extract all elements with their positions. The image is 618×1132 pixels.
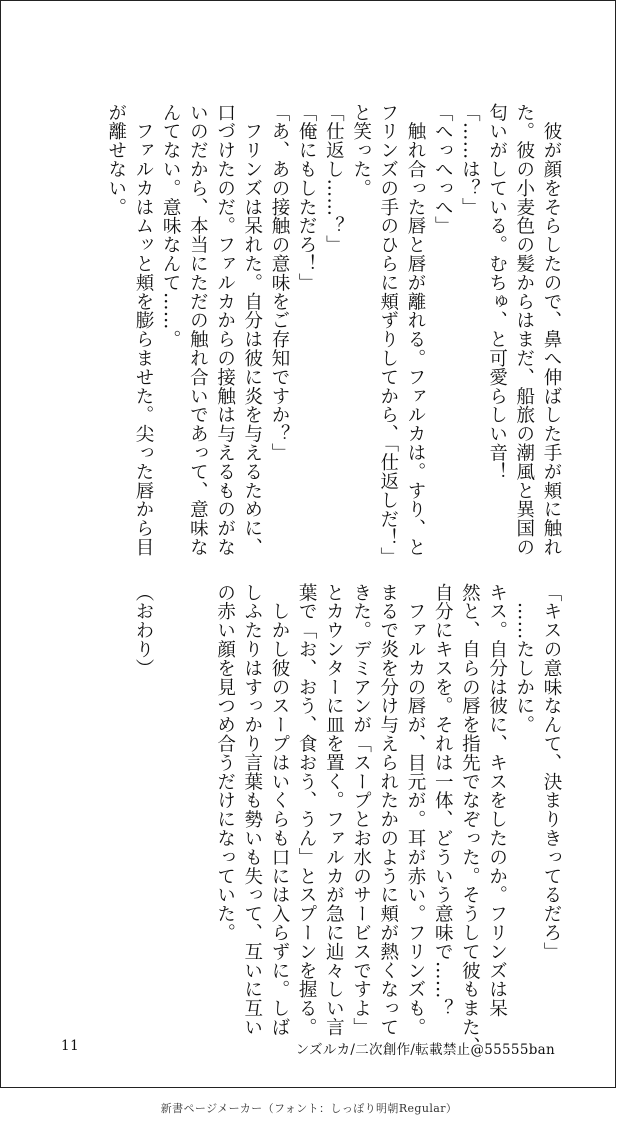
text-line: まるで炎を分け与えられたかのように頬が熱くなって xyxy=(377,583,399,1037)
generator-caption: 新書ページメーカー（フォント：しっぽり明朝Regular） xyxy=(160,1102,458,1115)
text-line: ファルカはムッと頬を膨らませた。尖った唇から目 xyxy=(132,103,154,557)
text-line: 「仕返し……？」 xyxy=(323,103,345,255)
credit-line: ンズルカ/二次創作/転載禁止@55555ban xyxy=(295,1042,555,1058)
text-line: 彼が顔をそらしたので、鼻へ伸ばした手が頬に触れ xyxy=(541,103,562,557)
text-line: しかし彼のスープはいくらも口には入らずに。しば xyxy=(268,583,290,1037)
text-block-top xyxy=(103,103,565,567)
text-line: いのだから、本当にただの触れ合いであって、意味な xyxy=(187,103,209,557)
text-line: んてない。意味なんて……。 xyxy=(160,103,182,349)
text-line: 「あ、あの接触の意味をご存知ですか？」 xyxy=(268,103,290,463)
text-line: と笑った。 xyxy=(350,103,372,198)
text-line: 匂いがしている。むちゅ、と可愛らしい音！ xyxy=(486,103,508,481)
text-line: 「……は？」 xyxy=(459,103,481,217)
text-line: きた。デミアンが「スープとお水のサービスですよ」 xyxy=(350,583,372,1037)
text-line: 「へっへっへ」 xyxy=(432,103,454,236)
text-line: 触れ合った唇と唇が離れる。ファルカは。すり、と xyxy=(404,103,426,557)
text-line: （おわり） xyxy=(132,583,154,678)
text-line: た。彼の小麦色の髪からはまだ、船旅の潮風と異国の xyxy=(513,103,535,557)
page-number: 11 xyxy=(61,1038,80,1054)
text-line: 自分にキスを。それは一体、どういう意味で……？ xyxy=(432,583,454,1018)
text-line: 然と、自らの唇を指先でなぞった。そうして彼もまた、 xyxy=(459,583,481,1056)
text-line: 「俺にもしただろ！」 xyxy=(296,103,318,292)
text-line: 「キスの意味なんて、決まりきってるだろ」 xyxy=(541,583,562,961)
text-line xyxy=(184,583,211,1003)
text-line: ……たしかに。 xyxy=(513,583,535,735)
text-line: フリンズの手のひらに頬ずりしてから、「仕返しだ！」 xyxy=(377,103,399,567)
text-line: 葉で「お、おう、食おう、うん」とスプーンを握る。 xyxy=(296,583,318,1037)
text-line: しふたりはすっかり言葉も勢いも失って、互いに互い xyxy=(241,583,263,1037)
text-line: が離せない。 xyxy=(105,103,127,217)
text-line: フリンズは呆れた。自分は彼に炎を与えるために、 xyxy=(241,103,263,557)
text-line xyxy=(157,583,184,1003)
text-line: とカウンターに皿を置く。ファルカが急に辿々しい言 xyxy=(323,583,345,1037)
text-line: キス。自分は彼に、キスをしたのか。フリンズは呆 xyxy=(486,583,508,1018)
text-line: 口づけたのだ。ファルカからの接触は与えるものがな xyxy=(214,103,236,557)
text-line: の赤い顔を見つめ合うだけになっていた。 xyxy=(214,583,236,943)
text-line: ファルカの唇が、目元が。耳が赤い。フリンズも。 xyxy=(404,583,426,1037)
